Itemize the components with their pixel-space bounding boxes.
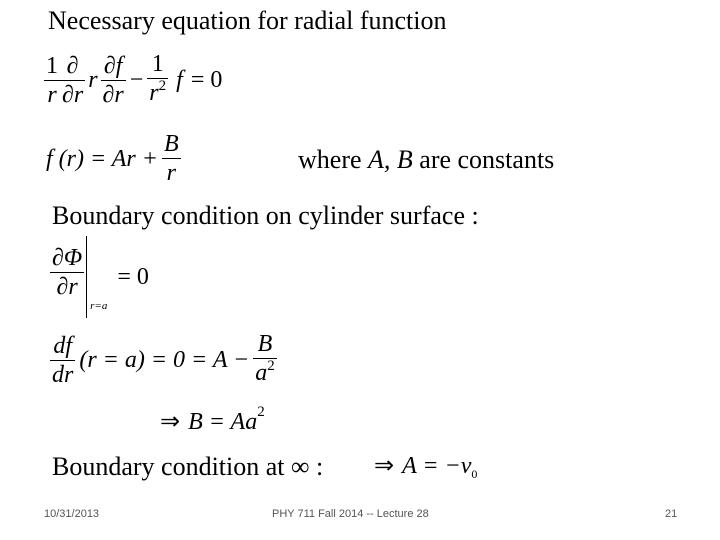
equals-zero: = 0	[117, 264, 149, 290]
fraction-dphi-over-dr	[50, 244, 84, 301]
denominator: ∂r	[102, 81, 124, 108]
denominator: r	[47, 81, 57, 108]
constants-tail: are constants	[419, 145, 555, 174]
denominator-base: a	[255, 360, 268, 386]
numerator: B	[257, 331, 273, 357]
implies-arrow: ⇒	[160, 409, 181, 435]
heading-cylinder-boundary: Boundary condition on cylinder surface :	[52, 201, 479, 230]
variable-f: f	[176, 67, 183, 93]
footer-course: PHY 711 Fall 2014 -- Lecture 28	[272, 508, 429, 520]
where-word: where	[298, 145, 362, 174]
fraction-partial-f-over-partial-r	[101, 52, 126, 109]
constant-a-result	[374, 452, 477, 480]
minus-sign: −	[129, 67, 144, 93]
denominator: dr	[52, 361, 74, 388]
denominator-base: r	[149, 80, 159, 106]
equals-zero: = 0	[190, 67, 223, 93]
denominator: r	[166, 160, 176, 186]
numerator: ∂	[66, 52, 79, 79]
a-equation: A = −v	[402, 453, 472, 479]
a-equation-subscript: 0	[471, 467, 478, 481]
fraction-b-over-r	[162, 130, 181, 187]
fraction-df-over-dr	[50, 332, 75, 389]
numerator: ∂f	[103, 52, 123, 79]
heading-radial-equation: Necessary equation for radial function	[48, 6, 447, 35]
heading-infinity-boundary: Boundary condition at ∞ :	[52, 452, 324, 481]
fraction-partial-over-partial-r	[60, 52, 85, 109]
footer-date: 10/31/2013	[44, 508, 100, 520]
radial-solution	[46, 130, 181, 187]
fraction-one-over-r	[44, 52, 60, 109]
denominator: ∂r	[62, 81, 84, 108]
denominator-exponent: 2	[158, 78, 167, 94]
radial-differential-equation	[44, 50, 222, 110]
derivative-condition	[50, 330, 277, 390]
constants-note	[298, 145, 554, 175]
numerator: df	[53, 332, 72, 359]
constant-names: A, B	[368, 145, 413, 174]
cylinder-boundary-equation	[50, 236, 149, 318]
variable-r: r	[88, 67, 98, 93]
denominator: ∂r	[56, 274, 78, 300]
fraction-one-over-r-squared	[147, 50, 168, 110]
evaluation-bar	[50, 236, 87, 318]
denominator-exponent: 2	[267, 358, 275, 374]
numerator: 1	[46, 52, 58, 79]
numerator: ∂Φ	[52, 245, 83, 271]
implies-arrow: ⇒	[374, 453, 395, 479]
evaluation-subscript: r=a	[90, 300, 108, 312]
footer-page-number: 21	[665, 508, 678, 520]
constant-b-result	[160, 404, 265, 436]
b-equation: B = Aa	[188, 409, 258, 435]
numerator: B	[163, 131, 179, 157]
solution-lhs: f (r) = Ar +	[46, 145, 158, 172]
fraction-b-over-a-squared	[253, 330, 277, 390]
numerator: 1	[151, 51, 164, 77]
b-equation-exponent: 2	[257, 404, 265, 420]
condition-middle: (r = a) = 0 = A −	[79, 347, 250, 373]
